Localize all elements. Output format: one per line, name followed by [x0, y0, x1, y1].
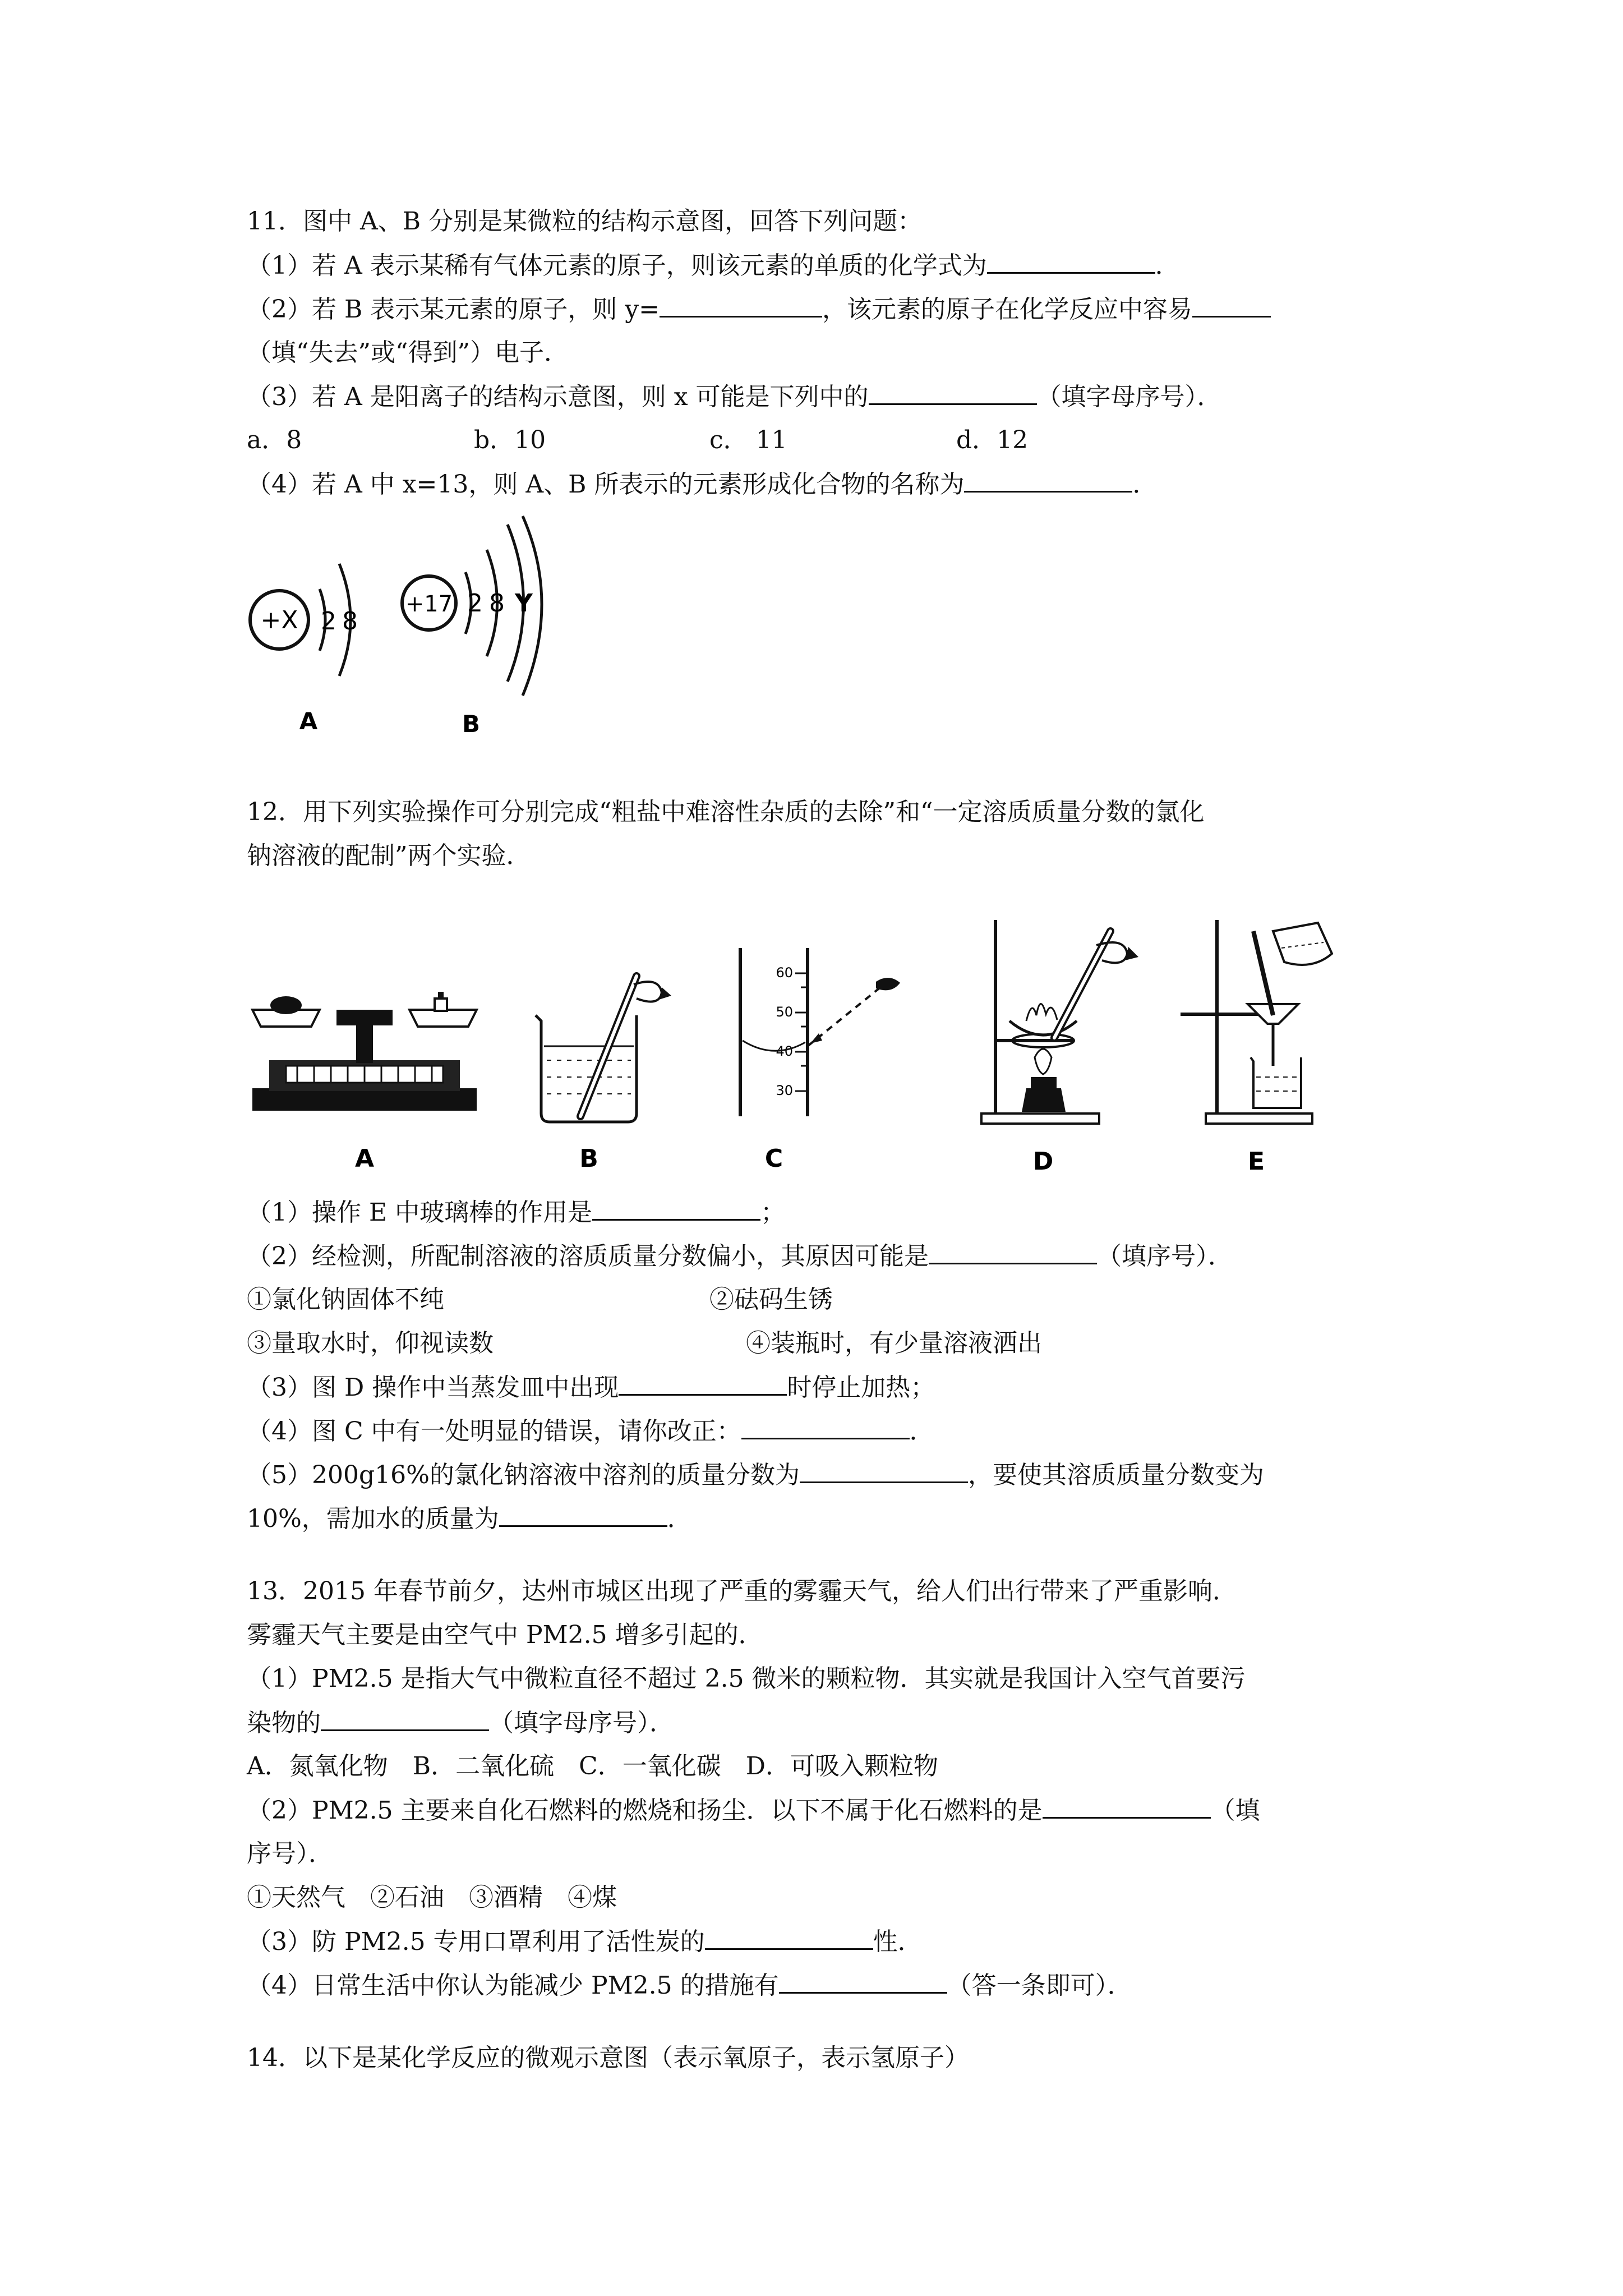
answer-blank[interactable] — [592, 1195, 760, 1221]
answer-blank[interactable] — [499, 1502, 667, 1527]
q13-part2: （2）PM2.5 主要来自化石燃料的燃烧和扬尘．以下不属于化石燃料的是 （填 — [247, 1793, 1260, 1828]
shell-electrons: Y — [515, 589, 533, 618]
q11-option-b: b．10 — [474, 426, 546, 454]
tick-label: 60 — [776, 965, 793, 981]
q14-stem: 14．以下是某化学反应的微观示意图（表示氧原子，表示氢原子） — [247, 2044, 969, 2072]
q12-part3: （3）图 D 操作中当蒸发皿中出现 时停止加热； — [247, 1370, 935, 1405]
q12-choice-1: ①氯化钠固体不纯 — [247, 1285, 444, 1314]
figure-label: E — [1247, 1147, 1265, 1176]
shell-electrons: 8 — [489, 589, 505, 618]
answer-blank[interactable] — [1043, 1793, 1211, 1819]
nucleus-charge: +17 — [405, 591, 453, 617]
q12-stem: 12．用下列实验操作可分别完成“粗盐中难溶性杂质的去除”和“一定溶质质量分数的氯化 — [247, 798, 1205, 826]
answer-blank[interactable] — [987, 249, 1155, 274]
shell-electrons: 2 — [467, 589, 483, 618]
answer-blank[interactable] — [779, 1968, 947, 1994]
q13-part3: （3）防 PM2.5 专用口罩利用了活性炭的 性． — [247, 1925, 923, 1959]
q12-part5: （5）200g16%的氯化钠溶液中溶剂的质量分数为 ，要使其溶质质量分数变为 — [247, 1458, 1264, 1492]
q11-part1: （1）若 A 表示某稀有气体元素的原子，则该元素的单质的化学式为 ． — [247, 249, 1180, 283]
q12-part1: （1）操作 E 中玻璃棒的作用是 ； — [247, 1195, 785, 1230]
q11-stem: 11．图中 A、B 分别是某微粒的结构示意图，回答下列问题： — [247, 207, 923, 236]
q11-part3: （3）若 A 是阳离子的结构示意图，则 x 可能是下列中的 （填字母序号）． — [247, 380, 1222, 414]
q13-part2-options: ①天然气 ②石油 ③酒精 ④煤 — [247, 1883, 617, 1912]
answer-blank[interactable] — [869, 380, 1037, 405]
tick-label: 50 — [776, 1004, 793, 1020]
evaporation-setup-figure — [970, 914, 1155, 1178]
figure-label: B — [579, 1144, 598, 1173]
beaker-stirring-figure — [524, 954, 693, 1178]
q13-part2-cont: 序号）． — [247, 1839, 333, 1868]
answer-blank[interactable] — [929, 1239, 1097, 1264]
figure-label: A — [299, 707, 318, 735]
answer-blank[interactable] — [321, 1706, 489, 1731]
atom-structure-diagram-b — [393, 510, 572, 740]
figure-label: B — [462, 710, 481, 738]
q13-part1-cont: 染物的 （填字母序号）． — [247, 1706, 674, 1740]
tick-label: 30 — [776, 1083, 793, 1098]
q12-part4: （4）图 C 中有一处明显的错误，请你改正： ． — [247, 1414, 934, 1448]
q11-option-c: c． 11 — [709, 426, 787, 454]
q13-stem: 13．2015 年春节前夕，达州市城区出现了严重的雾霾天气，给人们出行带来了严重影响． — [247, 1577, 1237, 1605]
shell-electrons: 8 — [342, 607, 358, 636]
answer-blank[interactable] — [660, 292, 822, 318]
q13-part1-options: A．氮氧化物 B．二氧化硫 C．一氧化碳 D．可吸入颗粒物 — [247, 1752, 939, 1780]
q11-part4: （4）若 A 中 x=13，则 A、B 所表示的元素形成化合物的名称为 ． — [247, 467, 1157, 501]
q11-option-d: d．12 — [956, 426, 1029, 454]
answer-blank[interactable] — [619, 1370, 787, 1396]
answer-blank[interactable] — [741, 1414, 910, 1439]
q12-choice-3: ③量取水时，仰视读数 — [247, 1329, 494, 1358]
graduated-cylinder-figure — [729, 942, 953, 1178]
q12-part2: （2）经检测，所配制溶液的溶质质量分数偏小，其原因可能是 （填序号）． — [247, 1239, 1233, 1273]
q13-stem-cont: 雾霾天气主要是由空气中 PM2.5 增多引起的． — [247, 1621, 763, 1649]
answer-blank[interactable] — [964, 467, 1132, 493]
q13-part1: （1）PM2.5 是指大气中微粒直径不超过 2.5 微米的颗粒物．其实就是我国计入空气首要污 — [247, 1664, 1246, 1693]
q13-part4: （4）日常生活中你认为能减少 PM2.5 的措施有 （答一条即可）． — [247, 1968, 1132, 2003]
answer-blank[interactable] — [1192, 292, 1271, 318]
answer-blank[interactable] — [705, 1925, 873, 1950]
tick-label: 40 — [776, 1043, 793, 1059]
figure-label: A — [354, 1144, 375, 1173]
atom-structure-diagram-a — [241, 522, 387, 735]
balance-scale-figure — [247, 976, 482, 1178]
q11-part2-cont: （填“失去”或“得到”）电子． — [247, 338, 569, 367]
answer-blank[interactable] — [800, 1458, 968, 1483]
figure-label: C — [764, 1144, 783, 1173]
q12-part5-cont: 10%，需加水的质量为 ． — [247, 1502, 692, 1536]
shell-electrons: 2 — [321, 607, 336, 636]
q12-stem-cont: 钠溶液的配制”两个实验． — [247, 841, 531, 870]
figure-label: D — [1032, 1147, 1054, 1176]
q11-option-a: a．8 — [247, 426, 302, 454]
filtration-setup-figure — [1172, 914, 1352, 1178]
q11-part2: （2）若 B 表示某元素的原子，则 y= ，该元素的原子在化学反应中容易 — [247, 292, 1271, 326]
q12-choice-4: ④装瓶时，有少量溶液洒出 — [746, 1329, 1042, 1358]
q12-choice-2: ②砝码生锈 — [709, 1285, 833, 1314]
nucleus-charge: +X — [260, 606, 298, 634]
